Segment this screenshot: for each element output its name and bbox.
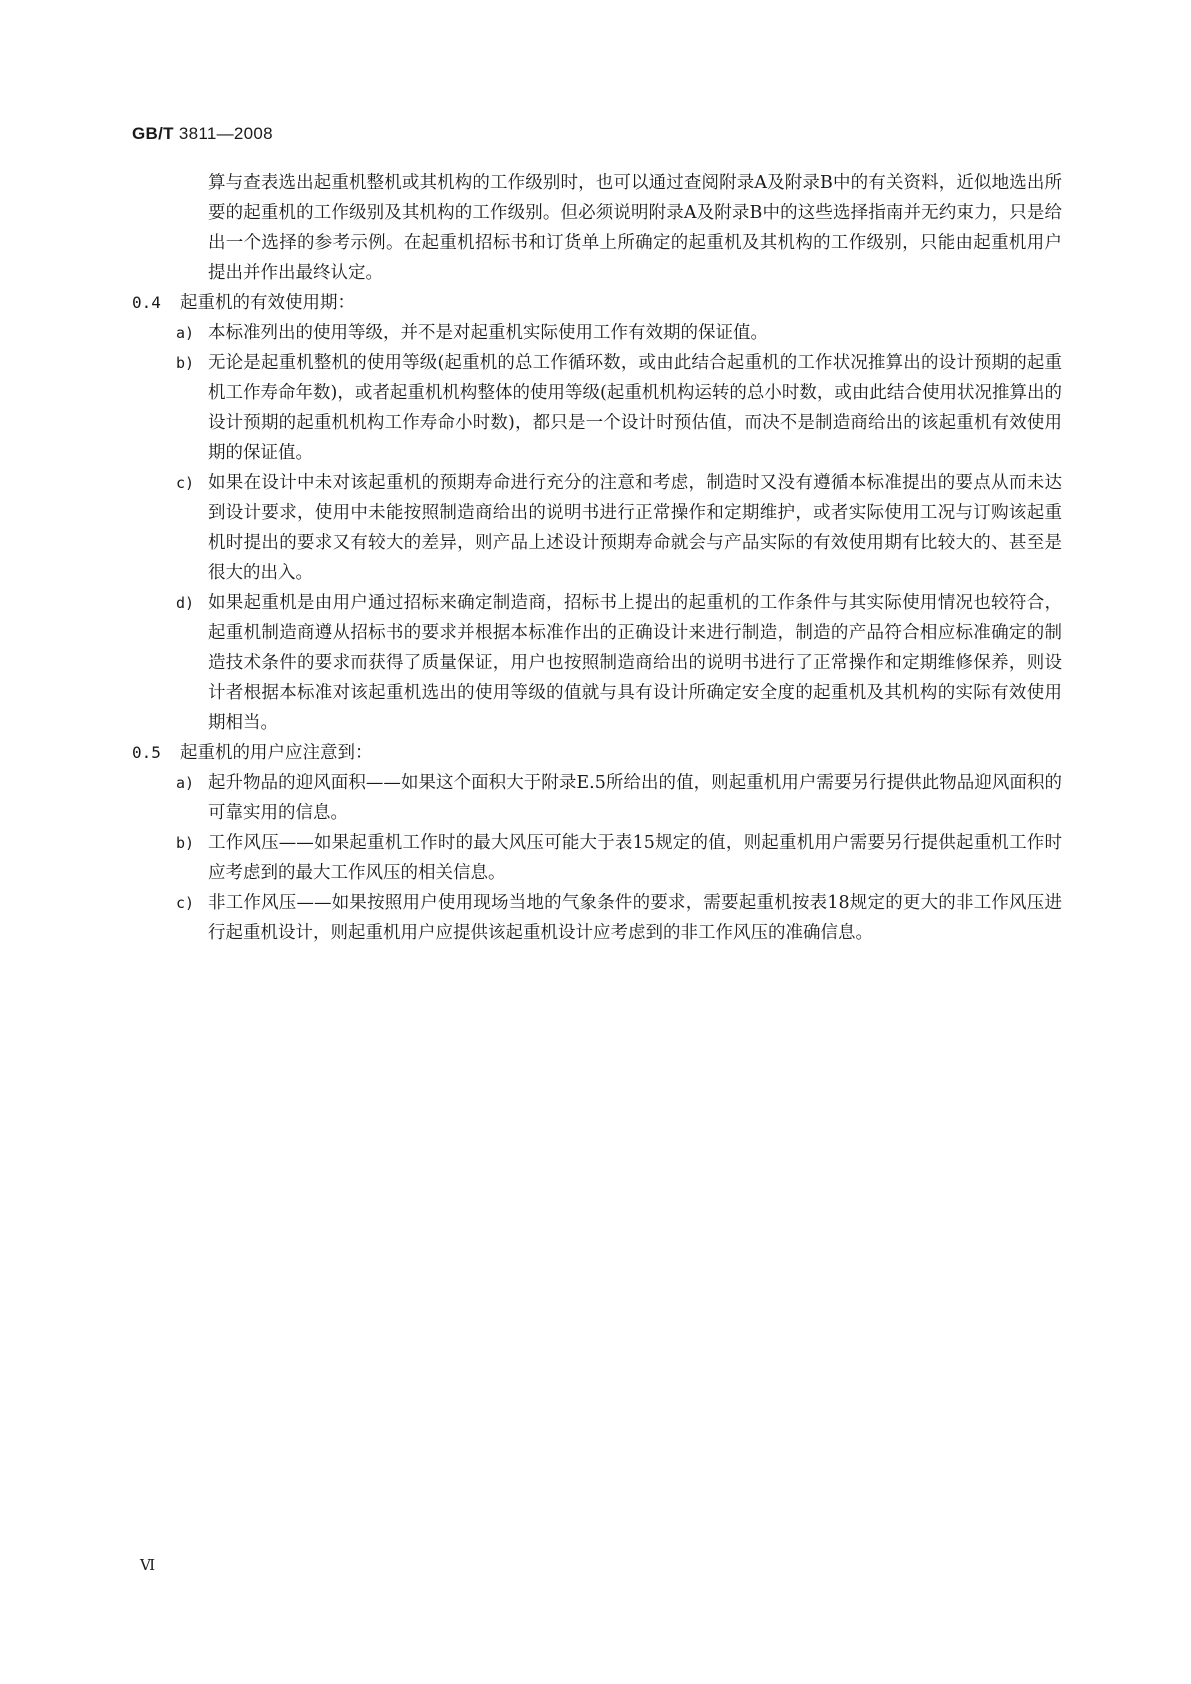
list-item-text: 工作风压——如果起重机工作时的最大风压可能大于表15规定的值，则起重机用户需要另行提供起重机工作时应考虑到的最大工作风压的相关信息。 bbox=[208, 833, 1062, 883]
list-item-text: 非工作风压——如果按照用户使用现场当地的气象条件的要求，需要起重机按表18规定的更大的非工作风压进行起重机设计，则起重机用户应提供该起重机设计应考虑到的非工作风压的准确信息。 bbox=[208, 893, 1062, 943]
list-item-text: 如果起重机是由用户通过招标来确定制造商，招标书上提出的起重机的工作条件与其实际使用情况也较符合，起重机制造商遵从招标书的要求并根据本标准作出的正确设计来进行制造，制造的产品符合相应标准确定的制造技术条件的要求而获得了质量保证，用户也按照制造商给出的说明书进行了正常操作和定期维修保养，则设计者根据本标准对该起重机选出的使用等级的值就与具有设计所确定安全度的起重机及其机构的实际有效使用期相当。 bbox=[208, 593, 1062, 733]
section-title: 起重机的有效使用期： bbox=[180, 293, 355, 313]
document-code-number: 3811—2008 bbox=[173, 124, 273, 143]
list-item bbox=[176, 318, 1062, 348]
list-item-text: 无论是起重机整机的使用等级(起重机的总工作循环数，或由此结合起重机的工作状况推算出的设计预期的起重机工作寿命年数)，或者起重机机构整体的使用等级(起重机机构运转的总小时数，或由此结合使用状况推算出的设计预期的起重机机构工作寿命小时数)，都只是一个设计时预估值，而决不是制造商给出的该起重机有效使用期的保证值。 bbox=[208, 353, 1062, 463]
document-code-prefix: GB/T bbox=[132, 124, 174, 143]
list-item-label: a) bbox=[176, 774, 195, 792]
list-item bbox=[176, 828, 1062, 888]
list-item-label: d) bbox=[176, 594, 195, 612]
list-item bbox=[176, 348, 1062, 468]
section-heading-0-5 bbox=[132, 738, 1062, 768]
page-number: Ⅵ bbox=[140, 1556, 156, 1574]
section-title: 起重机的用户应注意到： bbox=[180, 743, 373, 763]
list-item-text: 起升物品的迎风面积——如果这个面积大于附录E.5所给出的值，则起重机用户需要另行提供此物品迎风面积的可靠实用的信息。 bbox=[208, 773, 1062, 823]
list-item-text: 如果在设计中未对该起重机的预期寿命进行充分的注意和考虑，制造时又没有遵循本标准提出的要点从而未达到设计要求，使用中未能按照制造商给出的说明书进行正常操作和定期维护，或者实际使用工况与订购该起重机时提出的要求又有较大的差异，则产品上述设计预期寿命就会与产品实际的有效使用期有比较大的、甚至是很大的出入。 bbox=[208, 473, 1062, 583]
list-item bbox=[176, 888, 1062, 948]
list-item bbox=[176, 588, 1062, 738]
list-item-label: c) bbox=[176, 894, 195, 912]
section-heading-0-4 bbox=[132, 288, 1062, 318]
document-body bbox=[132, 168, 1062, 948]
document-code bbox=[132, 124, 273, 144]
list-item-label: c) bbox=[176, 474, 195, 492]
list-item bbox=[176, 468, 1062, 588]
list-item-text: 本标准列出的使用等级，并不是对起重机实际使用工作有效期的保证值。 bbox=[208, 323, 768, 343]
section-number: 0.5 bbox=[132, 743, 161, 762]
list-item-label: b) bbox=[176, 354, 195, 372]
list-item-label: a) bbox=[176, 324, 195, 342]
list-item bbox=[176, 768, 1062, 828]
intro-paragraph: 算与查表选出起重机整机或其机构的工作级别时，也可以通过查阅附录A及附录B中的有关资料，近似地选出所要的起重机的工作级别及其机构的工作级别。但必须说明附录A及附录B中的这些选择指南并无约束力，只是给出一个选择的参考示例。在起重机招标书和订货单上所确定的起重机及其机构的工作级别，只能由起重机用户提出并作出最终认定。 bbox=[208, 173, 1062, 283]
section-number: 0.4 bbox=[132, 293, 161, 312]
list-item-label: b) bbox=[176, 834, 195, 852]
